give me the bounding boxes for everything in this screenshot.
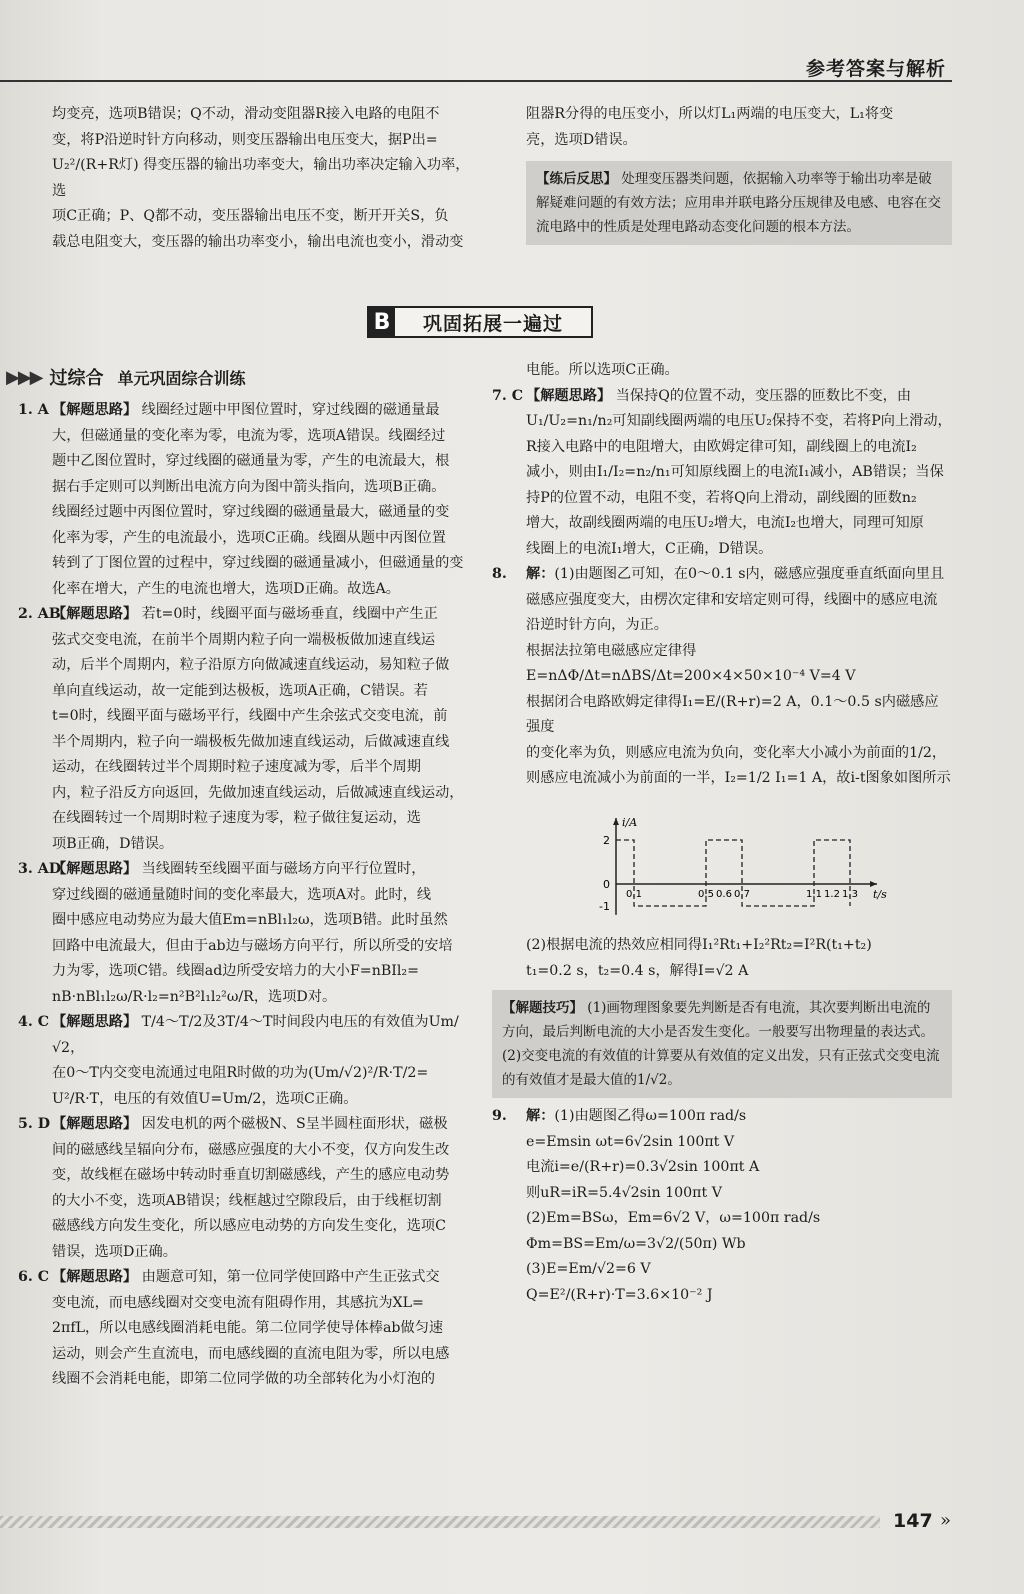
x-tick-label: 0.7 (734, 888, 750, 900)
answer-item (18, 1265, 470, 1393)
answer-tag: 解： (526, 566, 555, 582)
text-line: 半个周期内，粒子向一端极板先做加速直线运动，后做减速直线 (52, 733, 450, 750)
text-line: 线圈经过题中甲图位置时，穿过线圈的磁通量最 (141, 402, 440, 418)
text-line: 则uR=iR=5.4√2sin 100πt V (526, 1184, 722, 1201)
answer-item (492, 562, 952, 984)
answer-item (18, 1010, 470, 1112)
text-line: 变电流，而电感线圈对交变电流有阻碍作用，其感抗为XL= (52, 1294, 424, 1311)
text-line: e=Emsin ωt=6√2sin 100πt V (526, 1133, 735, 1150)
text-line: 变，故线框在磁场中转动时垂直切割磁感线，产生的感应电动势 (52, 1167, 450, 1183)
answer-tag: 【解题思路】 (526, 387, 612, 404)
text-line: (2)根据电流的热效应相同得I₁²Rt₁+I₂²Rt₂=I²R(t₁+t₂) (526, 937, 872, 953)
text-line: 载总电阻变大，变压器的输出功率变小，输出电流也变小，滑动变 (52, 233, 464, 250)
current-time-graph (576, 800, 887, 920)
header (0, 0, 1024, 86)
answer-tag: 解： (526, 1108, 555, 1124)
section-title: 过综合 (49, 368, 104, 389)
text-line: 线圈经过题中丙图位置时，穿过线圈的磁通量最大，磁通量的变 (52, 504, 450, 520)
text-line: U₂²/(R+R灯) 得变压器的输出功率变大，输出功率决定输入功率，选 (52, 157, 470, 199)
text-line: 化率为零，产生的电流最小，选项C正确。线圈从题中丙图位置 (52, 529, 446, 546)
text-line: (1)由题图乙得ω=100π rad/s (554, 1108, 747, 1124)
text-line: 转到了丁图位置的过程中，穿过线圈的磁通量减小，但磁通量的变 (52, 555, 464, 571)
text-line: 圈中感应电动势应为最大值Em=nBl₁l₂ω，选项B错。此时虽然 (52, 912, 448, 928)
text-line: 根据法拉第电磁感应定律得 (526, 642, 697, 659)
text-line: t=0时，线圈平面与磁场平行，线圈中产生余弦式交变电流，前 (52, 708, 448, 724)
x-tick-label: 1.3 (842, 888, 858, 900)
answer-number: 3. AD (18, 861, 62, 877)
text-line: 单向直线运动，故一定能到达极板，选项A正确，C错误。若 (52, 682, 428, 699)
answer-item (18, 857, 470, 1010)
text-line: 均变亮，选项B错误；Q不动，滑动变阻器R接入电路的电阻不 (52, 106, 440, 122)
y-tick-label: 0 (603, 877, 610, 891)
y-axis-label: i/A (622, 815, 638, 829)
text-line: 阻器R分得的电压变小，所以灯L₁两端的电压变大，L₁将变 (526, 106, 894, 122)
text-line: 电能。所以选项C正确。 (526, 362, 679, 378)
x-tick-label: 0.1 (626, 888, 642, 900)
text-line: 当保持Q的位置不动，变压器的匝数比不变，由 (615, 387, 912, 404)
x-axis-label: t/s (873, 887, 887, 901)
text-line: 运动，则会产生直流电，而电感线圈的直流电阻为零，所以电感 (52, 1345, 450, 1362)
answer-tag: 【解题思路】 (52, 1116, 138, 1132)
text-line: 当线圈转至线圈平面与磁场方向平行位置时， (141, 861, 426, 877)
answer-item (18, 602, 470, 857)
answer-tag: 【解题思路】 (52, 1014, 138, 1030)
y-tick-label: -1 (599, 899, 610, 913)
text-line: nB·nBl₁l₂ω/R·l₂=n²B²l₁l₂²ω/R，选项D对。 (52, 988, 337, 1005)
reflection-text: 处理变压器类问题，依据输入功率等于输出功率是破解疑难问题的有效方法；应用串并联电路分压规律及电感、电容在交流电路中的性质是处理电路动态变化问题的根本方法。 (536, 171, 941, 235)
text-line: 若t=0时，线圈平面与磁场垂直，线圈中产生正 (141, 606, 438, 622)
answer-tag: 【解题思路】 (52, 606, 138, 622)
tip-box (492, 990, 952, 1098)
x-axis-arrow (870, 881, 877, 887)
top-left-text (18, 102, 470, 255)
text-line: (2)Em=BSω，Em=6√2 V，ω=100π rad/s (526, 1210, 821, 1226)
answer-number: 7. C (492, 387, 524, 404)
text-line: 的大小不变，选项AB错误；线框越过空隙段后，由于线框切割 (52, 1192, 442, 1209)
banner-letter: B (369, 308, 395, 336)
text-line: E=nΔΦ/Δt=nΔBS/Δt=200×4×50×10⁻⁴ V=4 V (526, 668, 856, 684)
text-line: 运动，在线圈转过半个周期时粒子速度减为零，后半个周期 (52, 759, 421, 775)
text-line: 则感应电流减小为前面的一半，I₂=1/2 I₁=1 A，故i-t图象如图所示 (526, 770, 951, 786)
text-line: (3)E=Em/√2=6 V (526, 1261, 651, 1277)
text-line: (1)画物理图象要先判断是否有电流，其次要判断出电流的方向，最后判断电流的大小是否发生变化。一般要写出物理量的表达式。 (502, 1000, 934, 1040)
answer-number: 9. (492, 1108, 507, 1124)
x-tick-label: 0.6 (716, 888, 732, 900)
text-line: T/4～T/2及3T/4～T时间段内电压的有效值为Um/√2， (52, 1014, 459, 1056)
text-line: 在0～T内交变电流通过电阻R时做的功为(Um/√2)²/R·T/2= (52, 1065, 429, 1081)
text-line: 间的磁感线呈辐向分布，磁感应强度的大小不变，仅方向发生改 (52, 1141, 450, 1158)
text-line: 大，但磁通量的变化率为零，电流为零，选项A错误。线圈经过 (52, 427, 446, 444)
tip-tag: 【解题技巧】 (502, 1000, 583, 1016)
answer-number: 8. (492, 566, 507, 582)
text-line: 磁感应强度变大，由楞次定律和安培定则可得，线圈中的感应电流 (526, 591, 938, 608)
text-line: 错误，选项D正确。 (52, 1243, 177, 1260)
text-line: 穿过线圈的磁通量随时间的变化率最大，选项A对。此时，线 (52, 886, 432, 903)
text-line: 2πfL，所以电感线圈消耗电能。第二位同学使导体棒ab做匀速 (52, 1320, 444, 1336)
text-line: 变，将P沿逆时针方向移动，则变压器输出电压变大，据P出= (52, 131, 438, 148)
text-line: R接入电路中的电阻增大，由欧姆定律可知，副线圈上的电流I₂ (526, 438, 917, 455)
text-line: 磁感线方向发生变化，所以感应电动势的方向发生变化，选项C (52, 1218, 446, 1234)
text-line: 项C正确；P、Q都不动，变压器输出电压不变，断开开关S，负 (52, 208, 449, 224)
banner-text: 巩固拓展一遍过 (422, 312, 563, 335)
text-line: 项B正确，D错误。 (52, 835, 174, 852)
x-tick-label: 1.1 (806, 888, 822, 900)
answer-number: 6. C (18, 1269, 50, 1285)
answer-item (18, 1112, 470, 1265)
answer-tag: 【解题思路】 (52, 1269, 138, 1285)
text-line: (1)由题图乙可知，在0～0.1 s内，磁感应强度垂直纸面向里且 (554, 566, 945, 582)
text-line: t₁=0.2 s，t₂=0.4 s，解得I=√2 A (526, 962, 749, 979)
text-line: 由题意可知，第一位同学使回路中产生正弦式交 (141, 1269, 440, 1285)
text-line: 化率在增大，产生的电流也增大，选项D正确。故选A。 (52, 580, 400, 597)
x-tick-label: 0.5 (698, 888, 714, 900)
answer-tag: 【解题思路】 (52, 402, 138, 418)
y-tick-label: 2 (603, 833, 610, 847)
right-answers (492, 358, 952, 1308)
text-line: 弦式交变电流，在前半个周期内粒子向一端极板做加速直线运 (52, 631, 436, 648)
text-line: 亮，选项D错误。 (526, 131, 637, 148)
header-rule (0, 80, 952, 82)
text-line: 在线圈转过一个周期时粒子速度为零，粒子做往复运动，选 (52, 810, 421, 826)
answer-item (18, 398, 470, 602)
text-line: (2)交变电流的有效值的计算要从有效值的定义出发，只有正弦式交变电流的有效值才是最大值的1/√2。 (502, 1048, 940, 1088)
text-line: 根据闭合电路欧姆定律得I₁=E/(R+r)=2 A，0.1～0.5 s内磁感应强度 (526, 693, 939, 735)
chevron-right-icon: » (940, 1510, 952, 1531)
text-line: 力为零，选项C错。线圈ad边所受安培力的大小F=nBIl₂= (52, 963, 419, 979)
text-line: Φm=BS=Em/ω=3√2/(50π) Wb (526, 1235, 746, 1252)
text-line: U²/R·T，电压的有效值U=Um/2，选项C正确。 (52, 1090, 358, 1107)
section-banner (367, 306, 593, 338)
text-line: 沿逆时针方向，为正。 (526, 617, 668, 633)
top-right-text (492, 102, 952, 245)
text-line: 回路中电流最大，但由于ab边与磁场方向平行，所以所受的安培 (52, 937, 453, 954)
answer-number: 4. C (18, 1014, 50, 1030)
answer-tag: 【解题思路】 (52, 861, 138, 877)
answer-number: 2. AB (18, 606, 61, 622)
section-subtitle: 单元巩固综合训练 (117, 368, 246, 388)
text-line: 线圈上的电流I₁增大，C正确，D错误。 (526, 540, 773, 557)
text-line: 线圈不会消耗电能，即第二位同学做的功全部转化为小灯泡的 (52, 1371, 436, 1387)
text-line: 电流i=e/(R+r)=0.3√2sin 100πt A (526, 1159, 760, 1175)
reflection-box (526, 161, 952, 245)
footer-strip (0, 1516, 880, 1528)
text-line: 因发电机的两个磁极N、S呈半圆柱面形状，磁极 (141, 1116, 448, 1132)
text-line: U₁/U₂=n₁/n₂可知副线圈两端的电压U₂保持不变，若将P向上滑动， (526, 413, 952, 429)
text-line: 持P的位置不动，电阻不变，若将Q向上滑动，副线圈的匝数n₂ (526, 489, 917, 506)
text-line: Q=E²/(R+r)·T=3.6×10⁻² J (526, 1286, 713, 1303)
answer-item (492, 384, 952, 563)
text-line: 据右手定则可以判断出电流方向为图中箭头指向，选项B正确。 (52, 478, 446, 495)
text-line: 减小，则由I₁/I₂=n₂/n₁可知原线圈上的电流I₁减小，AB错误；当保 (526, 464, 944, 480)
left-answers (18, 398, 470, 1393)
text-line: 内，粒子沿反方向返回，先做加速直线运动，后做减速直线运动， (52, 784, 464, 801)
page-number: 147 (893, 1510, 933, 1532)
footer (0, 1510, 1024, 1540)
section-heading (6, 364, 246, 390)
text-line: 题中乙图位置时，穿过线圈的磁通量为零，产生的电流最大，根 (52, 453, 450, 469)
x-tick-label: 1.2 (824, 888, 840, 900)
answer-number: 1. A (18, 402, 49, 418)
answer-number: 5. D (18, 1116, 51, 1132)
reflection-tag: 【练后反思】 (536, 171, 617, 187)
answer-item (492, 1104, 952, 1308)
y-axis-arrow (613, 818, 619, 825)
text-line: 的变化率为负，则感应电流为负向，变化率大小减小为前面的1/2， (526, 744, 947, 761)
arrows-icon: ▶▶▶ (6, 366, 42, 388)
text-line: 动，后半个周期内，粒子沿原方向做减速直线运动，易知粒子做 (52, 657, 450, 673)
header-title: 参考答案与解析 (805, 58, 946, 80)
text-line: 增大，故副线圈两端的电压U₂增大，电流I₂也增大，同理可知原 (526, 515, 924, 531)
